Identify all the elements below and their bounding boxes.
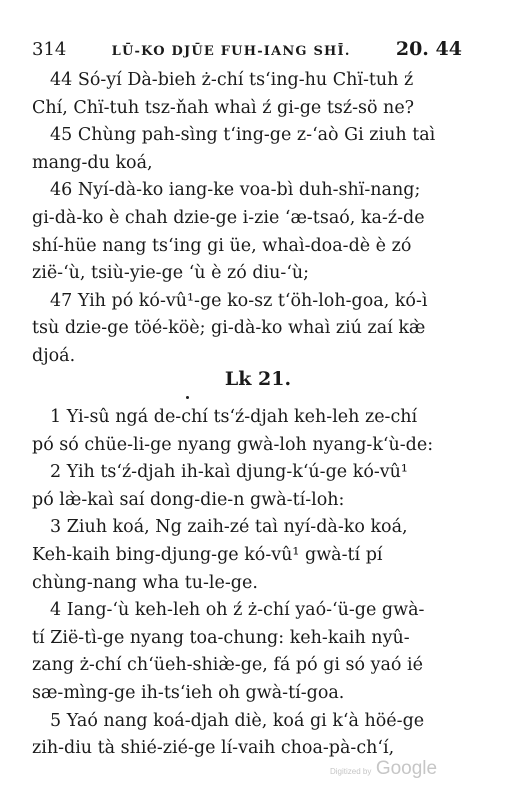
text-line: 5 Yaó nang koá-djah diè, koá gi k‘à höé-ge: [50, 710, 425, 731]
verse-block-bottom: [32, 404, 472, 763]
text-line: 1 Yi-sû ngá de-chí ts‘ź-djah keh-leh ze-chí: [50, 407, 418, 427]
text-line: zang ż-chí ch‘üeh-shiæ̀-ge, fá pó gi só yaó ié: [32, 655, 423, 676]
text-line: tsù dzie-ge töé-köè; gi-dà-ko whaì ziú zaí kæ̀: [32, 318, 426, 339]
page-number: 314: [32, 39, 67, 60]
text-line: 47 Yih pó kó-vû¹-ge ko-sz t‘öh-loh-goa, kó-ì: [50, 290, 428, 311]
text-line: Chí, Chï-tuh tsz-ňah whaì ź gi-ge tsź-sö ne?: [32, 97, 415, 118]
text-line: sæ-mìng-ge ih-ts‘ieh oh gwà-tí-goa.: [32, 682, 345, 703]
text-line: mang-du koá,: [32, 152, 153, 173]
text-line: pó læ̀-kaì saí dong-die-n gwà-tí-loh:: [32, 489, 345, 510]
text-line: zië-‘ù, tsiù-yie-ge ‘ù è zó diu-‘ù;: [32, 263, 310, 284]
stray-dot: [186, 396, 189, 399]
text-line: gi-dà-ko è chah dzie-ge i-zie ‘æ-tsaó, ka-ź-de: [32, 207, 425, 228]
text-line: shí-hüe nang ts‘ing gi üe, whaì-doa-dè è zó: [32, 235, 412, 256]
chapter-heading: Lk 21.: [224, 368, 292, 390]
digitized-watermark: [330, 758, 437, 780]
verse-block-top: [32, 67, 472, 371]
running-title: LŪ-KO DJŪE FUH-IANG SHĪ.: [111, 44, 351, 59]
watermark-prefix: Digitized by: [330, 767, 372, 776]
section-reference: 20. 44: [395, 38, 462, 60]
text-line: Keh-kaih bing-djung-ge kó-vû¹ gwà-tí pí: [32, 544, 383, 565]
text-line: djoá.: [32, 345, 76, 366]
text-line: 44 Só-yí Dà-bieh ż-chí ts‘ing-hu Chï-tuh ź: [50, 70, 414, 90]
text-line: 45 Chùng pah-sìng t‘ing-ge z-‘aò Gi ziuh taì: [50, 125, 436, 146]
text-line: 46 Nyí-dà-ko iang-ke voa-bì duh-shï-nang;: [50, 180, 421, 201]
text-line: 2 Yih ts‘ź-djah ih-kaì djung-k‘ú-ge kó-vû¹: [50, 462, 408, 483]
text-line: zih-diu tà shié-zié-ge lí-vaih choa-pà-ch‘í,: [32, 738, 395, 759]
watermark-brand: Google: [375, 758, 438, 779]
text-line: pó só chüe-li-ge nyang gwà-loh nyang-k‘ù-de:: [32, 434, 434, 455]
text-line: chùng-nang wha tu-le-ge.: [32, 572, 258, 593]
text-line: tí Zië-tì-ge nyang toa-chung: keh-kaih nyû-: [32, 627, 410, 648]
text-line: 4 Iang-‘ù keh-leh oh ź ż-chí yaó-‘ü-ge gwà-: [50, 600, 425, 621]
page-header: [32, 38, 462, 60]
text-line: 3 Ziuh koá, Ng zaih-zé taì nyí-dà-ko koá,: [50, 517, 408, 538]
